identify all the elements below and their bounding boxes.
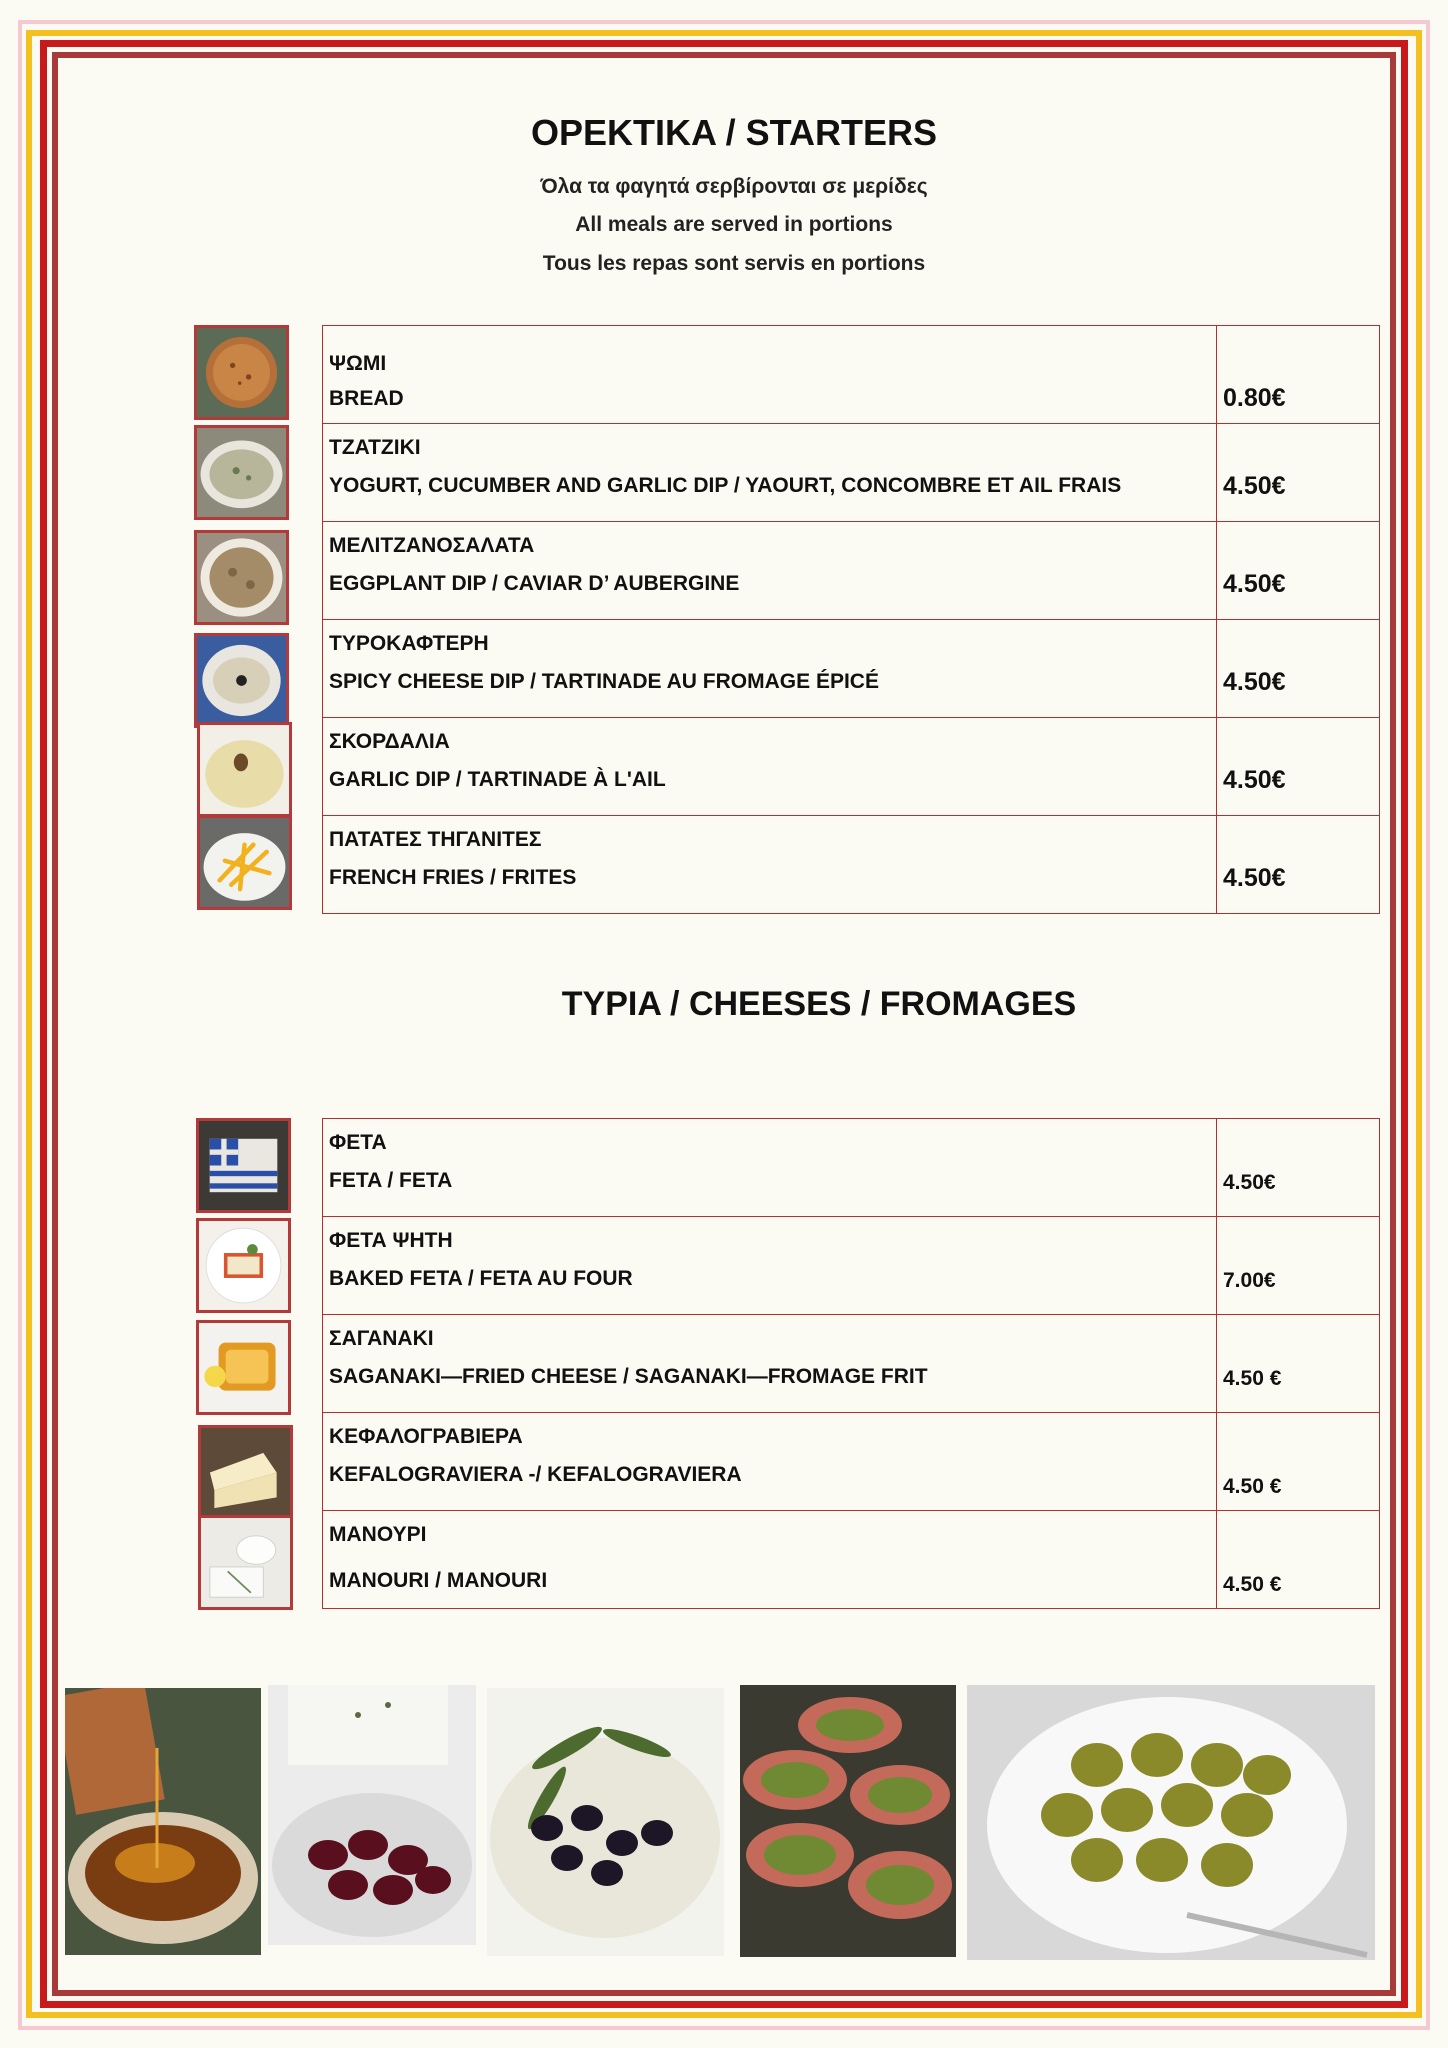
item-price-cell bbox=[1217, 326, 1380, 424]
feta-photo bbox=[196, 1118, 291, 1213]
item-description-cell bbox=[323, 620, 1217, 718]
saganaki-photo bbox=[196, 1320, 291, 1415]
item-price-cell bbox=[1217, 1217, 1380, 1315]
item-greek-name: ΨΩΜΙ bbox=[329, 352, 387, 375]
item-description-cell bbox=[323, 816, 1217, 914]
item-greek-name: ΜΕΛΙΤΖΑΝΟΣΑΛΑΤΑ bbox=[329, 534, 535, 557]
starters-subtitle-french: Tous les repas sont servis en portions bbox=[542, 252, 926, 275]
cheeses-title: TYPIA / CHEESES / FROMAGES bbox=[561, 985, 1077, 1023]
item-price: 4.50 € bbox=[1223, 1573, 1282, 1596]
item-english-name: FRENCH FRIES / FRITES bbox=[329, 866, 577, 889]
item-greek-name: ΤΥΡΟΚΑΦΤΕΡΗ bbox=[329, 632, 489, 655]
cheeses-table bbox=[322, 1118, 1380, 1609]
green-olives-bowl-photo bbox=[967, 1685, 1375, 1960]
item-description-cell bbox=[323, 718, 1217, 816]
item-price-cell bbox=[1217, 1119, 1380, 1217]
starters-title: OPEKTIKA / STARTERS bbox=[530, 112, 938, 153]
item-price-cell bbox=[1217, 620, 1380, 718]
item-greek-name: ΤΖΑΤΖΙΚΙ bbox=[329, 436, 421, 459]
tzatziki-photo bbox=[194, 425, 289, 520]
item-english-name: SPICY CHEESE DIP / TARTINADE AU FROMAGE ÉPICÉ bbox=[329, 670, 879, 693]
starters-table bbox=[322, 325, 1380, 914]
table-row bbox=[323, 1217, 1380, 1315]
item-price: 4.50€ bbox=[1223, 864, 1286, 892]
item-price: 0.80€ bbox=[1223, 384, 1286, 412]
item-price: 4.50€ bbox=[1223, 1171, 1276, 1194]
item-price: 4.50€ bbox=[1223, 570, 1286, 598]
item-english-name: BAKED FETA / FETA AU FOUR bbox=[329, 1267, 633, 1290]
item-english-name: FETA / FETA bbox=[329, 1169, 453, 1192]
black-olives-branch-photo bbox=[487, 1688, 724, 1956]
item-price: 4.50€ bbox=[1223, 766, 1286, 794]
item-price-cell bbox=[1217, 1413, 1380, 1511]
item-english-name: KEFALOGRAVIERA -/ KEFALOGRAVIERA bbox=[329, 1463, 742, 1486]
item-price: 7.00€ bbox=[1223, 1269, 1276, 1292]
item-english-name: SAGANAKI—FRIED CHEESE / SAGANAKI—FROMAGE FRIT bbox=[329, 1365, 928, 1388]
table-row bbox=[323, 718, 1380, 816]
table-row bbox=[323, 816, 1380, 914]
table-row bbox=[323, 1511, 1380, 1609]
item-greek-name: ΦΕΤΑ bbox=[329, 1131, 387, 1154]
french-fries-photo bbox=[197, 815, 292, 910]
item-price: 4.50€ bbox=[1223, 472, 1286, 500]
table-row bbox=[323, 326, 1380, 424]
kefalograviera-photo bbox=[198, 1425, 293, 1520]
item-description-cell bbox=[323, 1315, 1217, 1413]
item-english-name: MANOURI / MANOURI bbox=[329, 1569, 548, 1592]
item-price-cell bbox=[1217, 718, 1380, 816]
item-greek-name: ΦΕΤΑ ΨΗΤΗ bbox=[329, 1229, 453, 1252]
manouri-photo bbox=[198, 1515, 293, 1610]
item-greek-name: ΜΑΝΟΥΡΙ bbox=[329, 1523, 427, 1546]
spicy-cheese-dip-photo bbox=[194, 633, 289, 728]
item-description-cell bbox=[323, 1119, 1217, 1217]
item-greek-name: ΣΑΓΑΝΑΚΙ bbox=[329, 1327, 434, 1350]
item-description-cell bbox=[323, 1217, 1217, 1315]
item-description-cell bbox=[323, 424, 1217, 522]
item-english-name: BREAD bbox=[329, 387, 404, 410]
kalamata-olives-feta-photo bbox=[268, 1685, 476, 1945]
item-greek-name: ΠΑΤΑΤΕΣ ΤΗΓΑΝΙΤΕΣ bbox=[329, 828, 542, 851]
item-description-cell bbox=[323, 1413, 1217, 1511]
item-price-cell bbox=[1217, 816, 1380, 914]
starters-subtitle-greek: Όλα τα φαγητά σερβίρονται σε μερίδες bbox=[540, 175, 928, 198]
bread-photo bbox=[194, 325, 289, 420]
item-greek-name: ΣΚΟΡΔΑΛΙΑ bbox=[329, 730, 450, 753]
olive-oil-dip-photo bbox=[65, 1688, 261, 1955]
item-price-cell bbox=[1217, 1511, 1380, 1609]
baked-feta-photo bbox=[196, 1218, 291, 1313]
eggplant-dip-photo bbox=[194, 530, 289, 625]
item-description-cell bbox=[323, 326, 1217, 424]
garlic-bread-photo bbox=[740, 1685, 956, 1957]
item-price: 4.50€ bbox=[1223, 668, 1286, 696]
item-price-cell bbox=[1217, 522, 1380, 620]
item-english-name: YOGURT, CUCUMBER AND GARLIC DIP / YAOURT, CONCOMBRE ET AIL FRAIS bbox=[329, 474, 1122, 497]
item-english-name: EGGPLANT DIP / CAVIAR D’ AUBERGINE bbox=[329, 572, 740, 595]
table-row bbox=[323, 1413, 1380, 1511]
item-english-name: GARLIC DIP / TARTINADE À L'AIL bbox=[329, 768, 666, 791]
table-row bbox=[323, 1119, 1380, 1217]
item-description-cell bbox=[323, 1511, 1217, 1609]
item-price-cell bbox=[1217, 1315, 1380, 1413]
item-price: 4.50 € bbox=[1223, 1367, 1282, 1390]
table-row bbox=[323, 620, 1380, 718]
garlic-dip-photo bbox=[197, 722, 292, 817]
item-price-cell bbox=[1217, 424, 1380, 522]
table-row bbox=[323, 522, 1380, 620]
item-description-cell bbox=[323, 522, 1217, 620]
table-row bbox=[323, 424, 1380, 522]
table-row bbox=[323, 1315, 1380, 1413]
item-greek-name: ΚΕΦΑΛΟΓΡΑΒΙΕΡΑ bbox=[329, 1425, 523, 1448]
item-price: 4.50 € bbox=[1223, 1475, 1282, 1498]
starters-subtitle-english: All meals are served in portions bbox=[575, 213, 893, 236]
